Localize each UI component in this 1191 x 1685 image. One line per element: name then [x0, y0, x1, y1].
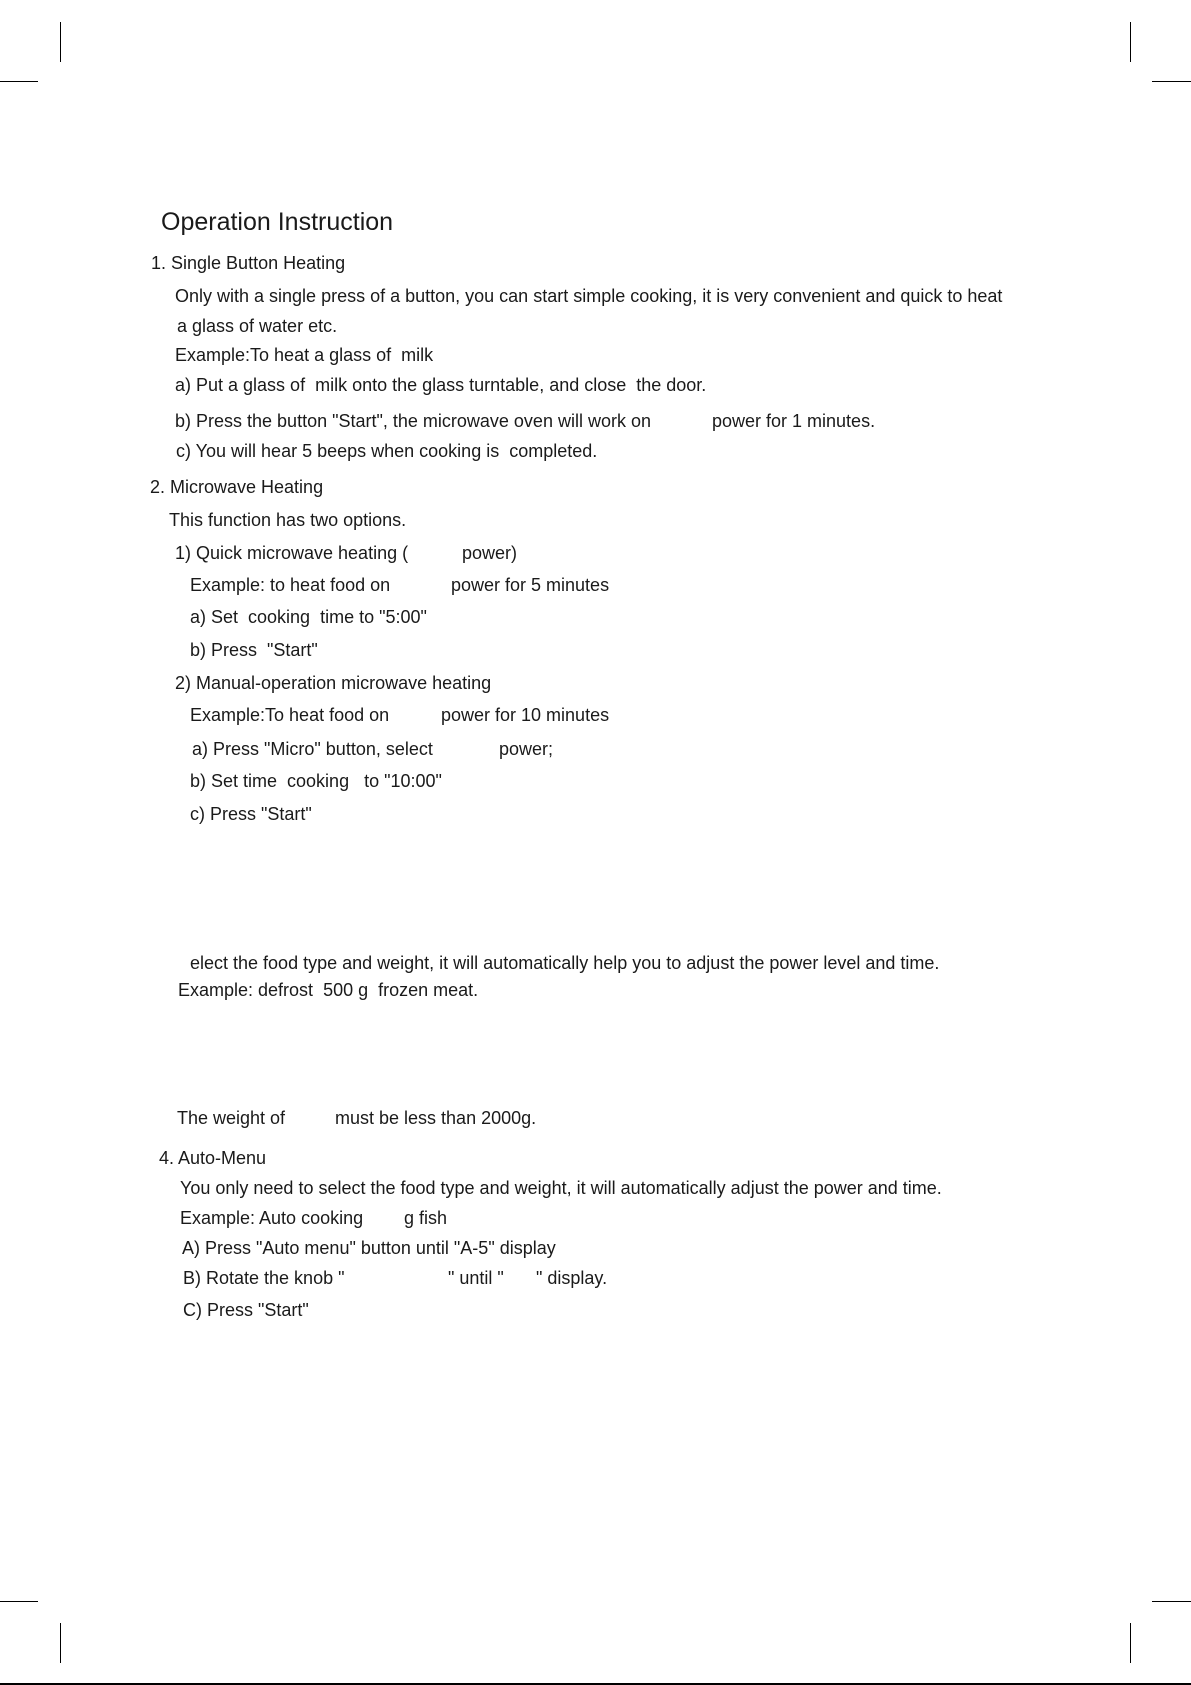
- section-4-example: Example: Auto cooking: [180, 1208, 364, 1228]
- section-4-step-c: C) Press "Start": [183, 1300, 309, 1320]
- section-4-step-b-display: " display.: [536, 1268, 608, 1288]
- option-2-example: Example:To heat food on: [190, 705, 390, 725]
- section-1-step-a: a) Put a glass of milk onto the glass turntable, and close the door.: [175, 375, 707, 395]
- crop-mark-top-left-vertical: [60, 22, 61, 62]
- section-2-intro: This function has two options.: [169, 510, 407, 530]
- section-1-description-line-2: a glass of water etc.: [177, 316, 338, 336]
- crop-mark-top-right-horizontal: [1152, 81, 1191, 82]
- section-4-example-fish: g fish: [404, 1208, 448, 1228]
- crop-mark-bottom-right-vertical: [1130, 1623, 1131, 1663]
- crop-mark-top-left-horizontal: [0, 81, 38, 82]
- section-3-weight-note-limit: must be less than 2000g.: [335, 1108, 537, 1128]
- option-1-step-a: a) Set cooking time to "5:00": [190, 607, 427, 627]
- section-4-description: You only need to select the food type and weight, it will automatically adjust the power and time.: [180, 1178, 942, 1198]
- section-3-description: elect the food type and weight, it will automatically help you to adjust the power level and time.: [190, 953, 940, 973]
- section-4-step-a: A) Press "Auto menu" button until "A-5" display: [182, 1238, 556, 1258]
- section-1-example: Example:To heat a glass of milk: [175, 345, 434, 365]
- option-2-example-power: power for 10 minutes: [441, 705, 610, 725]
- crop-mark-bottom-right-horizontal: [1152, 1601, 1191, 1602]
- crop-mark-bottom-left-horizontal: [0, 1601, 38, 1602]
- section-2-heading: 2. Microwave Heating: [150, 477, 324, 497]
- option-2-title: 2) Manual-operation microwave heating: [175, 673, 492, 693]
- section-1-description-line-1: Only with a single press of a button, you can start simple cooking, it is very convenient and quick to heat: [175, 286, 1003, 306]
- section-3-example: Example: defrost 500 g frozen meat.: [178, 980, 479, 1000]
- section-4-heading: 4. Auto-Menu: [159, 1148, 267, 1168]
- option-1-title: 1) Quick microwave heating (: [175, 543, 409, 563]
- crop-mark-top-right-vertical: [1130, 22, 1131, 62]
- section-1-step-c: c) You will hear 5 beeps when cooking is completed.: [176, 441, 598, 461]
- section-1-heading: 1. Single Button Heating: [151, 253, 346, 273]
- option-2-step-a-power: power;: [499, 739, 554, 759]
- section-3-weight-note: The weight of: [177, 1108, 286, 1128]
- page-title: Operation Instruction: [161, 208, 394, 236]
- section-4-step-b-until: " until ": [448, 1268, 504, 1288]
- section-1-step-b: b) Press the button "Start", the microwave oven will work on: [175, 411, 651, 431]
- section-1-step-b-power: power for 1 minutes.: [712, 411, 876, 431]
- option-1-example-power: power for 5 minutes: [451, 575, 610, 595]
- option-1-title-power: power): [462, 543, 518, 563]
- option-2-step-a: a) Press "Micro" button, select: [192, 739, 433, 759]
- option-1-step-b: b) Press "Start": [190, 640, 318, 660]
- crop-mark-bottom-left-vertical: [60, 1623, 61, 1663]
- option-1-example: Example: to heat food on: [190, 575, 391, 595]
- section-4-step-b: B) Rotate the knob ": [183, 1268, 345, 1288]
- option-2-step-c: c) Press "Start": [190, 804, 312, 824]
- option-2-step-b: b) Set time cooking to "10:00": [190, 771, 442, 791]
